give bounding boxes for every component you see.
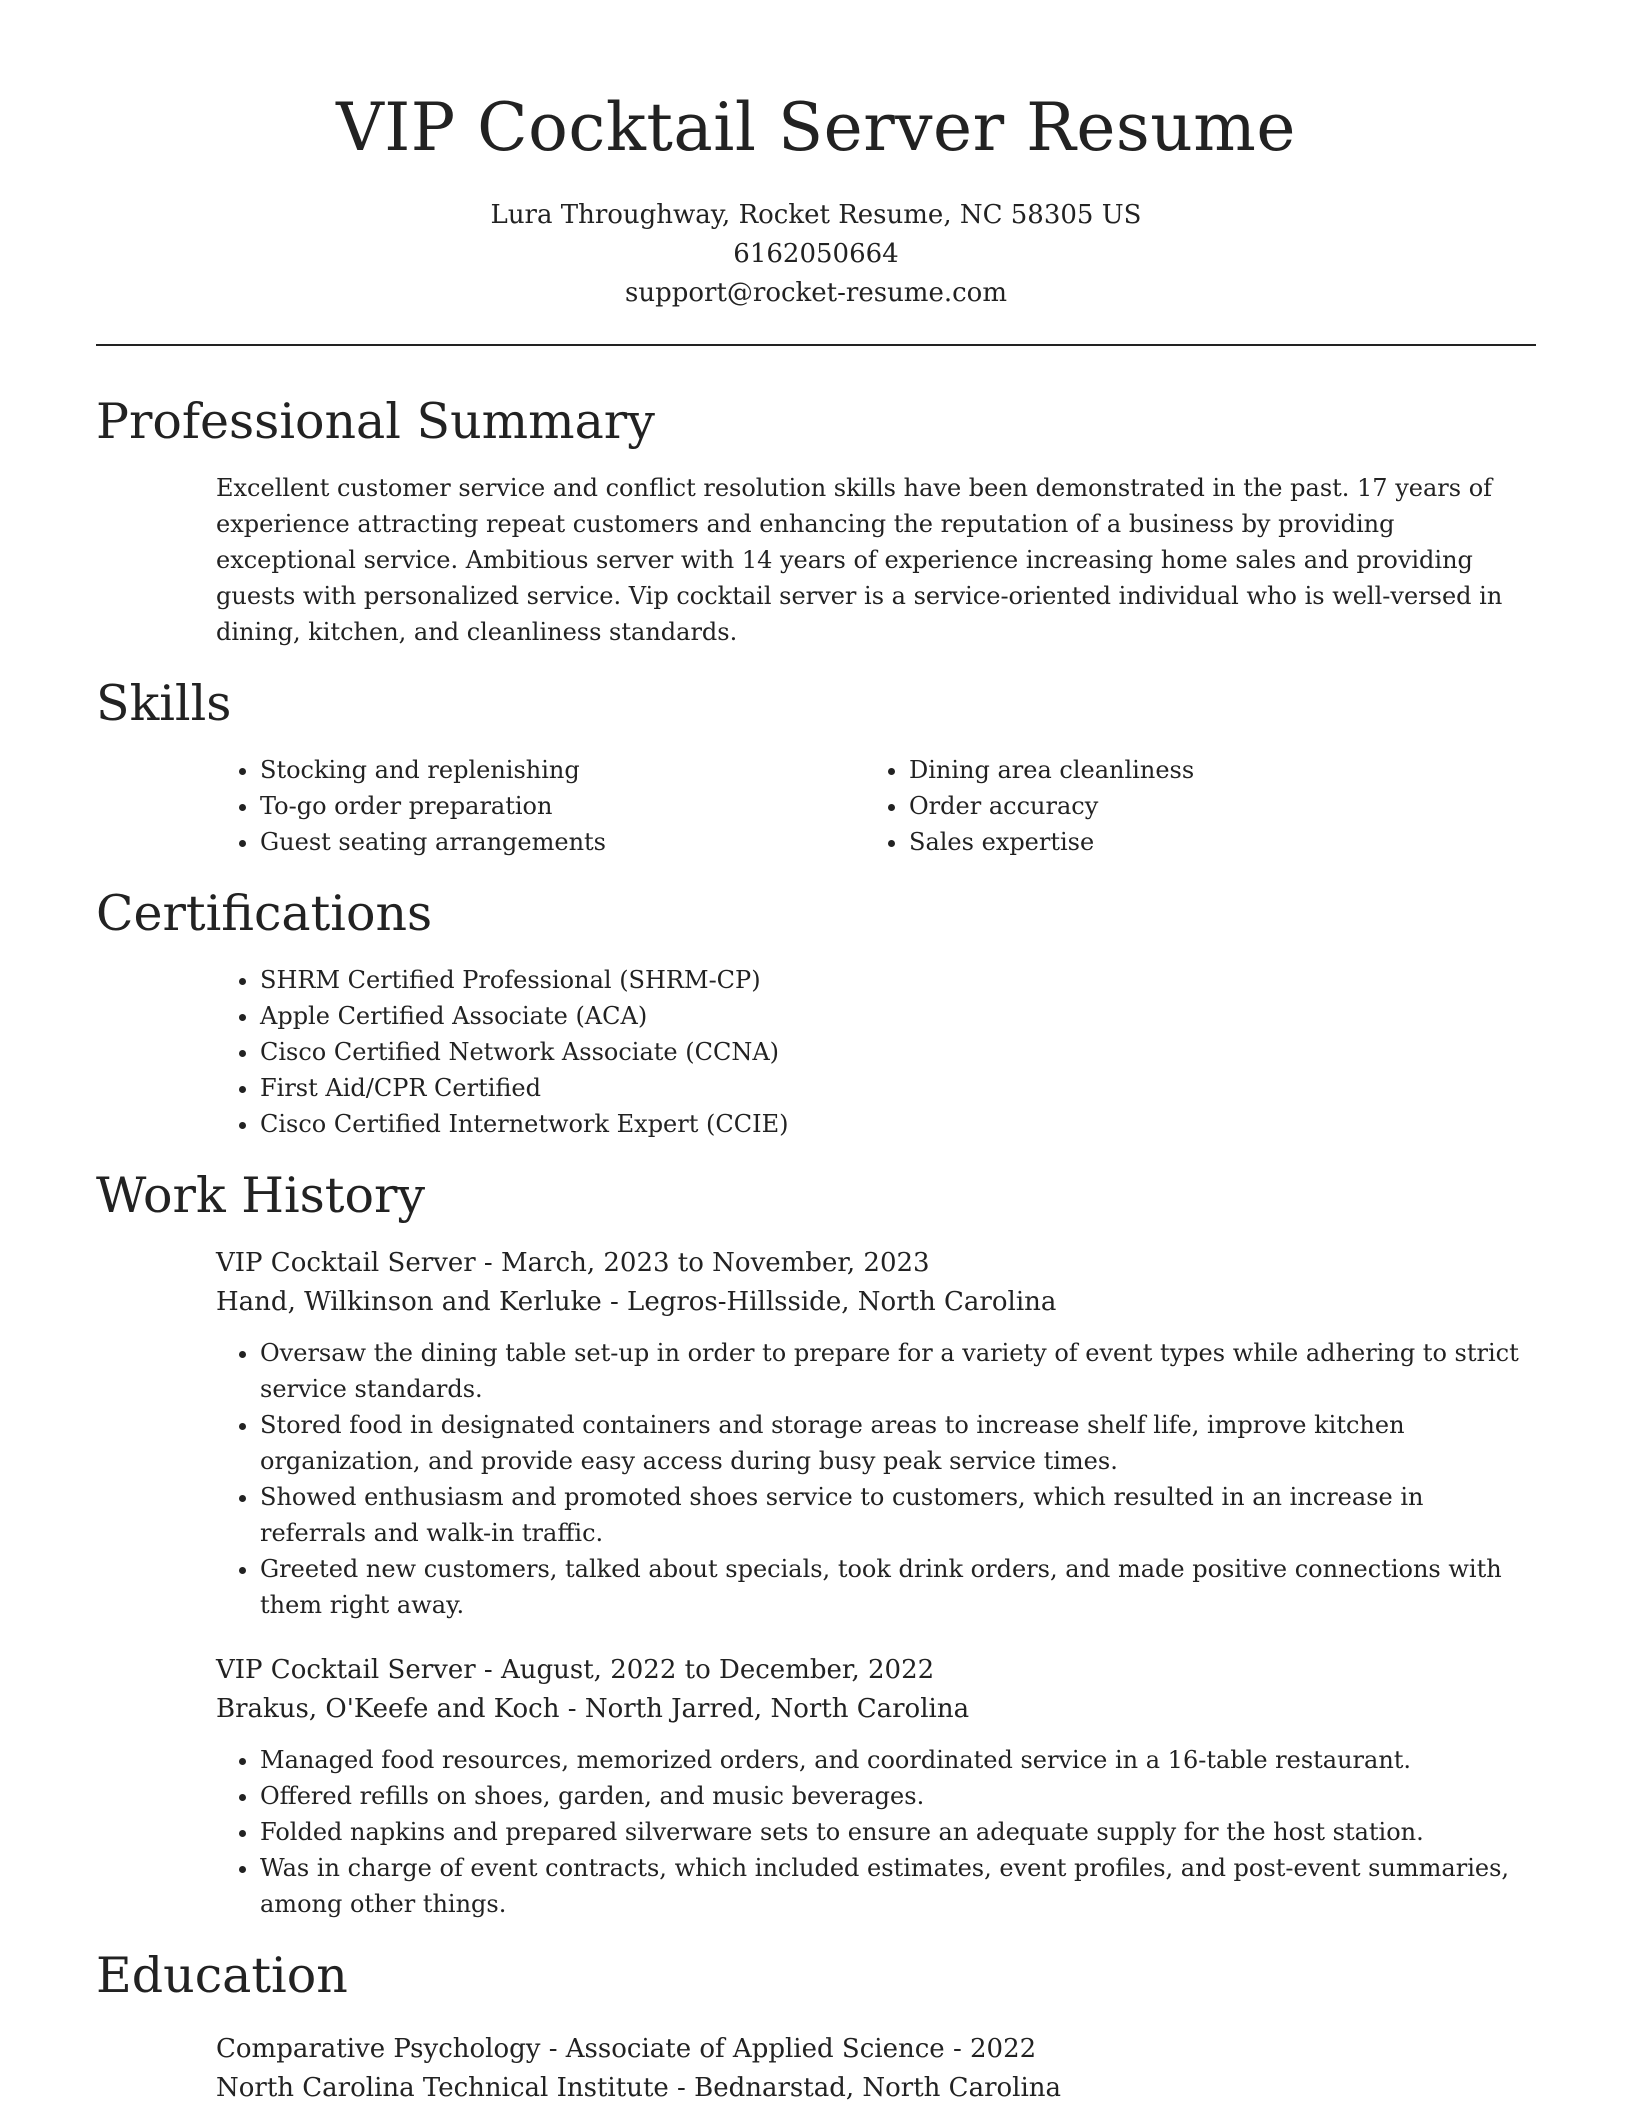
certification-item: • Apple Certified Associate (ACA) — [260, 998, 1536, 1034]
job-bullets — [216, 1335, 1536, 1623]
contact-phone: 6162050664 — [733, 239, 899, 269]
contact-block — [96, 196, 1536, 313]
job-dates: August, 2022 to December, 2022 — [500, 1655, 935, 1685]
section-title-summary: Professional Summary — [96, 393, 655, 450]
job-entry — [216, 1651, 1536, 1922]
job-entry — [216, 1244, 1536, 1623]
skill-item: • Dining area cleanliness — [909, 752, 1514, 788]
certification-item: • Cisco Certified Network Associate (CCNA) — [260, 1034, 1536, 1070]
job-company-line: Hand, Wilkinson and Kerluke - Legros-Hillsside, North Carolina — [216, 1287, 1057, 1317]
job-dates: March, 2023 to November, 2023 — [500, 1248, 930, 1278]
skills-column-left — [216, 752, 865, 860]
resume-header — [96, 0, 1536, 313]
job-company: Brakus, O'Keefe and Koch — [216, 1694, 560, 1724]
job-bullets — [216, 1742, 1536, 1922]
job-bullet: • Folded napkins and prepared silverware sets to ensure an adequate supply for the host station. — [260, 1814, 1536, 1850]
skills-column-right — [865, 752, 1514, 860]
job-bullet: • Offered refills on shoes, garden, and music beverages. — [260, 1778, 1536, 1814]
certification-item: • First Aid/CPR Certified — [260, 1070, 1536, 1106]
page-title: VIP Cocktail Server Resume — [336, 89, 1296, 166]
job-bullet: • Greeted new customers, talked about specials, took drink orders, and made positive connections with them right away. — [260, 1551, 1536, 1623]
header-divider — [96, 344, 1536, 346]
education-school: North Carolina Technical Institute — [216, 2073, 669, 2103]
job-bullet: • Stored food in designated containers and storage areas to increase shelf life, improve kitchen organization, and provide easy access during busy peak service times. — [260, 1407, 1536, 1479]
job-bullet: • Oversaw the dining table set-up in order to prepare for a variety of event types while adhering to strict service standards. — [260, 1335, 1536, 1407]
job-location: Legros-Hillsside, North Carolina — [627, 1287, 1057, 1317]
job-bullet: • Was in charge of event contracts, which included estimates, event profiles, and post-event summaries, among other things. — [260, 1850, 1536, 1922]
skills-list — [216, 752, 1536, 860]
job-company: Hand, Wilkinson and Kerluke — [216, 1287, 602, 1317]
skill-item: • Stocking and replenishing — [260, 752, 865, 788]
education-school-line: North Carolina Technical Institute - Bednarstad, North Carolina — [216, 2073, 1062, 2103]
education-entry — [216, 2030, 1536, 2108]
job-title-line: VIP Cocktail Server - March, 2023 to November, 2023 — [216, 1248, 930, 1278]
section-title-skills: Skills — [96, 675, 232, 732]
section-title-certifications: Certifications — [96, 885, 433, 942]
contact-address: Lura Throughway, Rocket Resume, NC 58305 US — [490, 200, 1142, 230]
job-title: VIP Cocktail Server — [216, 1655, 476, 1685]
job-title-line: VIP Cocktail Server - August, 2022 to December, 2022 — [216, 1655, 935, 1685]
skill-item: • Sales expertise — [909, 824, 1514, 860]
education-location: Bednarstad, North Carolina — [694, 2073, 1062, 2103]
job-title: VIP Cocktail Server — [216, 1248, 476, 1278]
certification-item: • SHRM Certified Professional (SHRM-CP) — [260, 962, 1536, 998]
job-company-line: Brakus, O'Keefe and Koch - North Jarred, North Carolina — [216, 1694, 970, 1724]
job-location: North Jarred, North Carolina — [584, 1694, 970, 1724]
skill-item: • Order accuracy — [909, 788, 1514, 824]
summary-text: Excellent customer service and conflict resolution skills have been demonstrated in the past. 17 years of experience attracting repeat customers and enhancing the reputation of a business by providing exceptional service. Ambitious server with 14 years of experience increasing home sales and providing guests with personalized service. Vip cocktail server is a service-oriented individual who is well-versed in dining, kitchen, and cleanliness standards. — [216, 474, 1503, 646]
certification-item: • Cisco Certified Internetwork Expert (CCIE) — [260, 1106, 1536, 1142]
section-title-education: Education — [96, 1947, 348, 2004]
skill-item: • Guest seating arrangements — [260, 824, 865, 860]
education-degree-line: Comparative Psychology - Associate of Applied Science - 2022 — [216, 2034, 1037, 2064]
skill-item: • To-go order preparation — [260, 788, 865, 824]
certifications-list — [216, 962, 1536, 1142]
contact-email: support@rocket-resume.com — [624, 278, 1007, 308]
job-bullet: • Managed food resources, memorized orders, and coordinated service in a 16-table restaurant. — [260, 1742, 1536, 1778]
job-bullet: • Showed enthusiasm and promoted shoes service to customers, which resulted in an increase in referrals and walk-in traffic. — [260, 1479, 1536, 1551]
section-title-work-history: Work History — [96, 1167, 426, 1224]
